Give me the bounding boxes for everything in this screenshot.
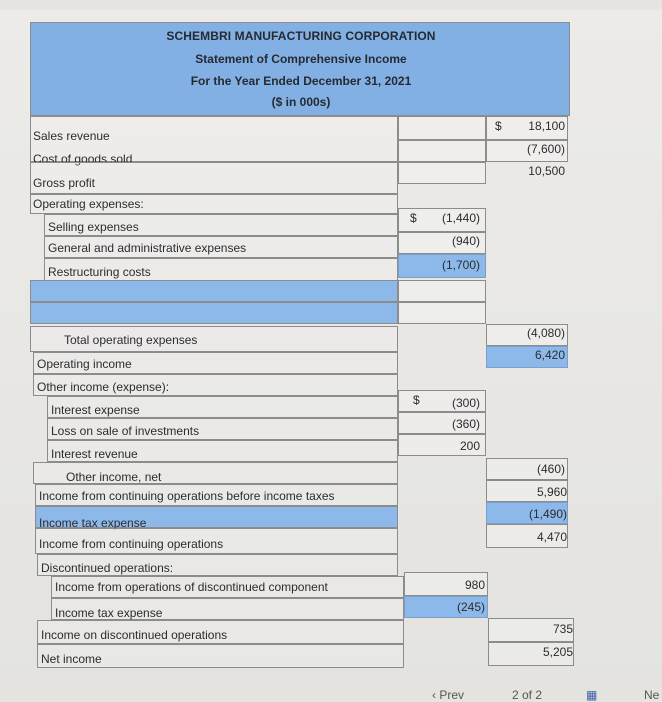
blank-label-row-2[interactable] [30, 302, 398, 324]
col1-cell-blank1[interactable] [398, 280, 486, 302]
operating-income-label: Operating income [37, 357, 132, 371]
net-income-label: Net income [41, 652, 102, 666]
disc-tax-value: (245) [456, 600, 485, 614]
prev-label: Prev [439, 688, 465, 702]
col1-cell-sales[interactable] [398, 116, 486, 140]
statement-units: ($ in 000s) [271, 95, 331, 109]
next-button[interactable]: Ne [644, 688, 660, 702]
interest-revenue-label: Interest revenue [51, 447, 138, 461]
cogs-label: Cost of goods sold [33, 152, 133, 166]
chevron-left-icon: ‹ [432, 688, 440, 702]
col1-cell-cogs[interactable] [398, 140, 486, 162]
tax-expense-value: (1,490) [528, 507, 567, 521]
disc-component-value: 980 [464, 578, 485, 592]
col1-cell-gross[interactable] [398, 162, 486, 184]
restructuring-value: (1,700) [441, 258, 480, 272]
gen-admin-value: (940) [451, 234, 480, 248]
statement-header [30, 22, 570, 116]
restructuring-label: Restructuring costs [48, 265, 151, 279]
total-opex-label: Total operating expenses [64, 333, 198, 347]
disc-income-label: Income on discontinued operations [41, 628, 228, 642]
cont-ops-label: Income from continuing operations [39, 537, 224, 551]
sales-revenue-label: Sales revenue [33, 129, 110, 143]
tax-expense-label: Income tax expense [39, 516, 147, 530]
loss-sale-value: (360) [451, 417, 480, 431]
selling-label: Selling expenses [48, 220, 139, 234]
cogs-value: (7,600) [526, 142, 565, 156]
blank-label-row-1[interactable] [30, 280, 398, 302]
gen-admin-label: General and administrative expenses [48, 241, 247, 255]
gross-profit-value: 10,500 [528, 164, 565, 178]
disc-income-value: 735 [552, 622, 573, 636]
interest-dollar-sign: $ [413, 393, 420, 407]
interest-revenue-value: 200 [459, 439, 480, 453]
disc-header-label: Discontinued operations: [41, 561, 174, 575]
cont-ops-value: 4,470 [536, 530, 567, 544]
selling-dollar-sign: $ [410, 211, 417, 225]
disc-tax-label: Income tax expense [55, 606, 163, 620]
other-header-label: Other income (expense): [37, 380, 170, 394]
cont-before-tax-value: 5,960 [536, 485, 567, 499]
operating-income-value: 6,420 [534, 348, 565, 362]
interest-expense-value: (300) [451, 396, 480, 410]
disc-component-label: Income from operations of discontinued component [55, 580, 328, 594]
gross-profit-label: Gross profit [33, 176, 96, 190]
statement-title: Statement of Comprehensive Income [195, 52, 407, 66]
sales-revenue-value: 18,100 [528, 119, 565, 133]
statement-period: For the Year Ended December 31, 2021 [190, 74, 412, 88]
grid-icon[interactable]: ▦ [586, 688, 598, 702]
company-name: SCHEMBRI MANUFACTURING CORPORATION [166, 29, 436, 43]
other-net-label: Other income, net [66, 470, 162, 484]
col1-cell-blank2[interactable] [398, 302, 486, 324]
page-indicator: 2 of 2 [512, 688, 543, 702]
loss-sale-label: Loss on sale of investments [51, 424, 200, 438]
cont-before-tax-label: Income from continuing operations before income taxes [39, 489, 335, 503]
interest-expense-label: Interest expense [51, 403, 140, 417]
sales-dollar-sign: $ [495, 119, 502, 133]
net-income-value: 5,205 [542, 645, 573, 659]
other-net-value: (460) [536, 462, 565, 476]
total-opex-value: (4,080) [526, 326, 565, 340]
selling-value: (1,440) [441, 211, 480, 225]
opex-header-label: Operating expenses: [33, 197, 144, 211]
